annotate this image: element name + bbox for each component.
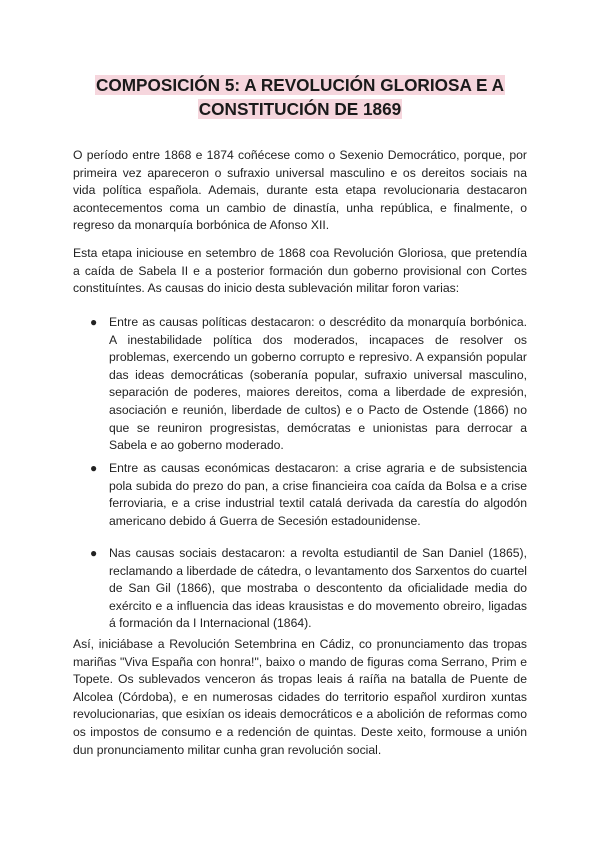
title-line-2: CONSTITUCIÓN DE 1869 xyxy=(198,99,402,119)
bullet-icon: ● xyxy=(90,546,98,560)
political-causes-text: Entre as causas políticas destacaron: o descrédito da monarquía borbónica. A inestabilidade política dos moderados, incapaces de resolver os problemas, exercendo un goberno corrupto e represivo. A expansión popular das ideas democráticas (soberanía popular, sufraxio universal masculino, separación de poderes, maiores dereitos, coma a liberdade de expresión, asociación e reunión, liberdade de cultos) e o Pacto de Ostende (1866) no que se reuniron progresistas, demócratas e unionistas para derrocar a Sabela e ao goberno moderado. xyxy=(109,315,527,453)
bullet-icon: ● xyxy=(90,315,98,329)
bullet-icon: ● xyxy=(90,461,98,475)
title-line-1: COMPOSICIÓN 5: A REVOLUCIÓN GLORIOSA E A xyxy=(95,75,505,95)
page-title xyxy=(40,73,560,121)
intro-paragraph: O período entre 1868 e 1874 coñécese como o Sexenio Democrático, porque, por primeira vez apareceron o sufraxio universal masculino e os dereitos sociais na vida política española. Ademais, durante esta etapa revolucionaria destacaron acontecementos coma un cambio de dinastía, unha república, e finalmente, o regreso da monarquía borbónica de Afonso XII. xyxy=(73,148,527,233)
social-causes-text: Nas causas sociais destacaron: a revolta estudiantil de San Daniel (1865), reclamando a liberdade de cátedra, o levantamento dos Sarxentos do cuartel de San Gil (1866), que mostraba o descontento da oficialidade media do exército e a influencia das ideas krausistas e do movemento obreiro, ligadas á formación da I Internacional (1864). xyxy=(109,546,527,631)
economic-causes-text: Entre as causas económicas destacaron: a crise agraria e de subsistencia pola subida do prezo do pan, a crise financieira coa caída da Bolsa e a crise ferroviaria, e a crise industrial textil catalá derivada da carestía do algodón americano debido á Guerra de Secesión estadounidense. xyxy=(109,461,527,528)
closing-paragraph: Así, iniciábase a Revolución Setembrina en Cádiz, co pronunciamento das tropas mariñas "Viva España con honra!", baixo o mando de figuras coma Serrano, Prim e Topete. Os sublevados venceron ás tropas leais á raíña na batalla de Puente de Alcolea (Córdoba), e en numerosas cidades do territorio español xurdiron xuntas revolucionarias, que esixían os ideais democráticos e a abolición de reformas como os impostos de consumo e a redención de quintas. Deste xeito, formouse a unión dun pronunciamento militar cunha gran revolución social. xyxy=(73,637,527,757)
context-paragraph: Esta etapa iniciouse en setembro de 1868 coa Revolución Gloriosa, que pretendía a caída de Sabela II e a posterior formación dun goberno provisional con Cortes constituíntes. As causas do inicio desta sublevación militar foron varias: xyxy=(73,246,527,296)
